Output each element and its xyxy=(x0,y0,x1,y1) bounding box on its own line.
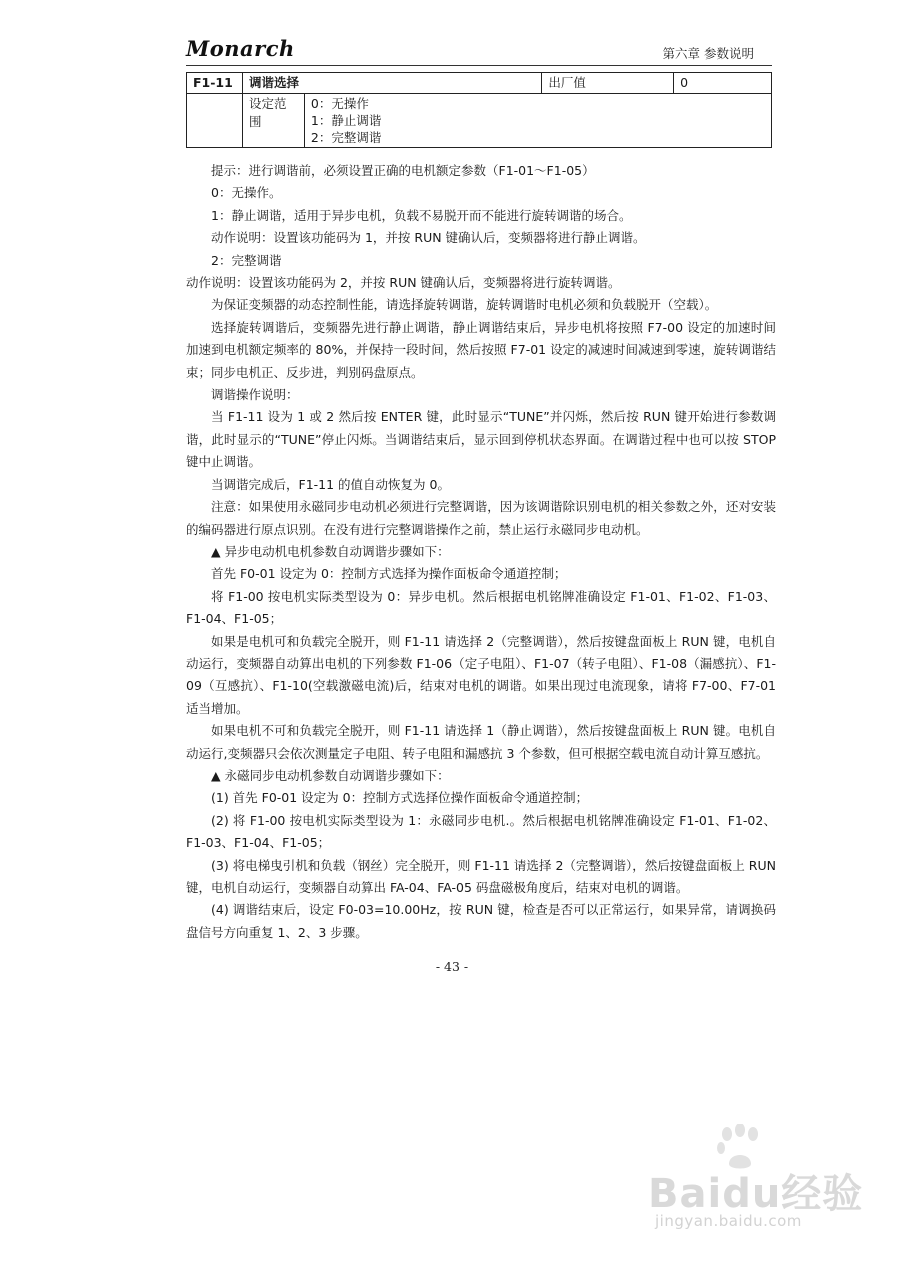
section-heading: ▲ 永磁同步电动机参数自动调谐步骤如下： xyxy=(211,767,450,783)
watermark-brand: Baidu经验 xyxy=(648,1171,864,1217)
paragraph: (4) 调谐结束后，设定 F0-03=10.00Hz，按 RUN 键，检查是否可以正常运行，如果异常，请调换码盘信号方向重复 1、2、3 步骤。 xyxy=(186,902,776,940)
paragraph: 动作说明：设置该功能码为 1，并按 RUN 键确认后，变频器将进行静止调谐。 xyxy=(211,230,646,246)
paragraph: 提示：进行调谐前，必须设置正确的电机额定参数（F1-01～F1-05） xyxy=(211,163,595,178)
paragraph: 将 F1-00 按电机实际类型设为 0：异步电机。然后根据电机铭牌准确设定 F1-01、F1-02、F1-03、F1-04、F1-05； xyxy=(186,588,776,627)
paragraph: 首先 F0-01 设定为 0：控制方式选择为操作面板命令通道控制； xyxy=(211,566,567,582)
paragraph: 当 F1-11 设为 1 或 2 然后按 ENTER 键，此时显示“TUNE”并闪烁，然后按 RUN 键开始进行参数调谐，此时显示的“TUNE”停止闪烁。当调谐结束后，显示回到停机状态界面。在调谐过程中也可以按 STOP 键中止调谐。 xyxy=(186,409,776,470)
paragraph: 动作说明：设置该功能码为 2，并按 RUN 键确认后，变频器将进行旋转调谐。 xyxy=(186,275,621,291)
header-rule xyxy=(186,65,772,66)
paragraph: 2：完整调谐 xyxy=(211,252,282,268)
paragraph: (3) 将电梯曳引机和负载（钢丝）完全脱开，则 F1-11 请选择 2（完整调谐），然后按键盘面板上 RUN 键，电机自动运行，变频器自动算出 FA-04、FA-05 码盘磁极角度后，结束对电机的调谐。 xyxy=(186,857,776,895)
empty-cell xyxy=(187,94,243,148)
range-option: 2：完整调谐 xyxy=(310,130,382,145)
parameter-code: F1-11 xyxy=(187,73,243,94)
paragraph: 当调谐完成后，F1-11 的值自动恢复为 0。 xyxy=(211,476,450,492)
paragraph: 0：无操作。 xyxy=(211,185,282,201)
paragraph: 调谐操作说明： xyxy=(211,387,299,403)
default-label: 出厂值 xyxy=(542,73,674,94)
paragraph: 如果电机不可和负载完全脱开，则 F1-11 请选择 1（静止调谐），然后按键盘面板上 RUN 键。电机自动运行,变频器只会依次测量定子电阻、转子电阻和漏感抗 3 个参数，但可根据空载电流自动计算互感抗。 xyxy=(186,723,776,761)
paragraph: 选择旋转调谐后，变频器先进行静止调谐，静止调谐结束后，异步电机将按照 F7-00 设定的加速时间加速到电机额定频率的 80%，并保持一段时间，然后按照 F7-01 设定的减速时间减速到零速，旋转调谐结束；同步电机正、反步进，判别码盘原点。 xyxy=(186,319,776,380)
range-option: 1：静止调谐 xyxy=(310,113,382,128)
default-value: 0 xyxy=(674,73,772,94)
range-option: 0：无操作 xyxy=(310,96,369,111)
parameter-name: 调谐选择 xyxy=(242,73,541,94)
body-text xyxy=(186,160,776,944)
paragraph: (2) 将 F1-00 按电机实际类型设为 1：永磁同步电机.。然后根据电机铭牌准确设定 F1-01、F1-02、F1-03、F1-04、F1-05； xyxy=(186,812,776,851)
paragraph: 注意：如果使用永磁同步电动机必须进行完整调谐，因为该调谐除识别电机的相关参数之外，还对安装的编码器进行原点识别。在没有进行完整调谐操作之前，禁止运行永磁同步电动机。 xyxy=(186,499,776,537)
parameter-table xyxy=(186,72,772,148)
section-heading: ▲ 异步电动机电机参数自动调谐步骤如下： xyxy=(211,543,450,559)
brand-logo: Monarch xyxy=(186,36,295,61)
range-options xyxy=(304,94,771,148)
page-number: - 43 - xyxy=(435,959,469,974)
paragraph: 如果是电机可和负载完全脱开，则 F1-11 请选择 2（完整调谐），然后按键盘面板上 RUN 键，电机自动运行，变频器自动算出电机的下列参数 F1-06（定子电阻）、F1-07（转子电阻）、F1-08（漏感抗）、F1-09（互感抗）、F1-10(空载激磁电流)后，结束对电机的调谐。如果出现过电流现象，请将 F7-00、F7-01 适当增加。 xyxy=(186,633,776,716)
watermark-url: jingyan.baidu.com xyxy=(655,1212,802,1230)
parameter-header-row xyxy=(187,73,772,94)
paragraph: 1：静止调谐，适用于异步电机，负载不易脱开而不能进行旋转调谐的场合。 xyxy=(211,207,632,223)
paragraph: (1) 首先 F0-01 设定为 0：控制方式选择位操作面板命令通道控制； xyxy=(211,790,589,806)
range-label: 设定范围 xyxy=(242,94,304,148)
chapter-title: 第六章 参数说明 xyxy=(662,46,754,61)
paragraph: 为保证变频器的动态控制性能，请选择旋转调谐，旋转调谐时电机必须和负载脱开（空载）。 xyxy=(211,297,718,313)
parameter-range-row xyxy=(187,94,772,148)
